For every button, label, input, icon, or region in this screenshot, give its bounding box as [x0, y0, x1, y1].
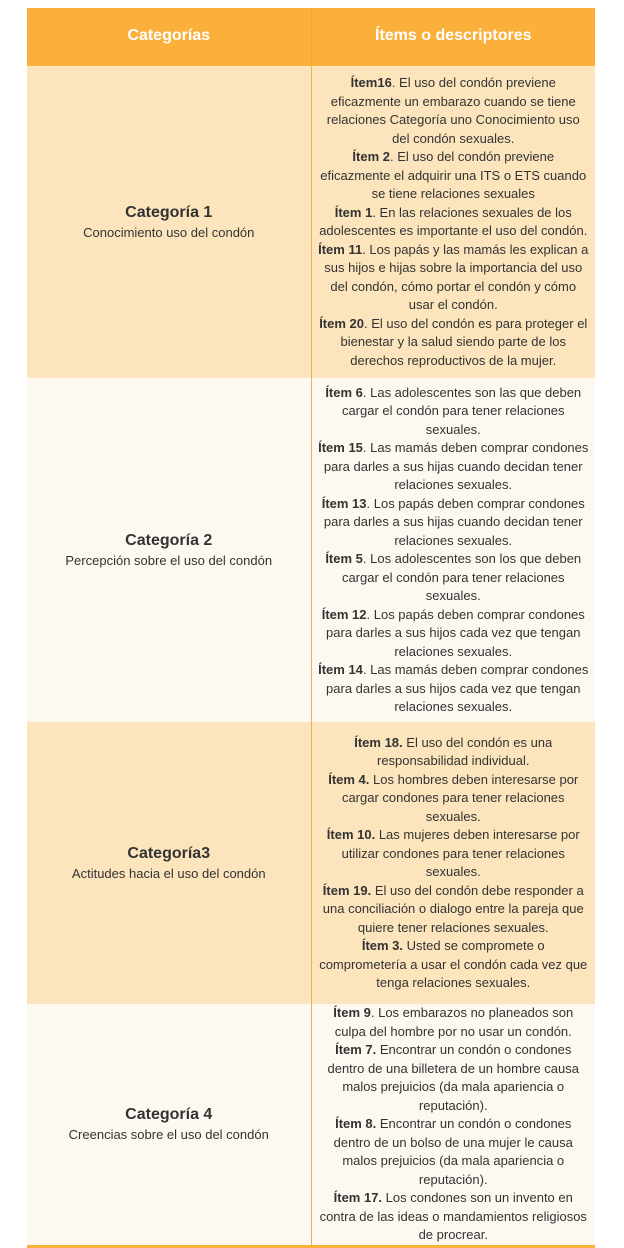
item-text: Las mujeres deben interesarse por utilizar condones para tener relaciones sexuales.: [341, 827, 580, 879]
item-label: Ítem 1: [334, 204, 373, 220]
category-cell: [27, 65, 311, 379]
item-label: Ítem 6: [325, 384, 363, 400]
table-row: [27, 722, 595, 1004]
list-item: [318, 439, 590, 495]
list-item: [318, 1115, 590, 1189]
item-text: Los condones son un invento en contra de las ideas o mandamientos religiosos de procrear.: [319, 1190, 587, 1242]
item-label: Ítem 14: [318, 662, 363, 677]
item-text: Encontrar un condón o condones dentro de un bolso de una mujer le causa malos prejuicios (da mala apariencia o reputación).: [333, 1116, 573, 1187]
list-item: [318, 204, 590, 241]
category-subtitle: Actitudes hacia el uso del condón: [71, 866, 266, 881]
item-text: Usted se compromete o comprometería a usar el condón cada vez que tenga relaciones sexuales.: [319, 938, 588, 990]
item-label: Ítem 12: [321, 606, 367, 622]
item-label: Ítem 18.: [354, 734, 403, 750]
list-item: [318, 1041, 590, 1115]
list-item: [318, 937, 590, 993]
header-items: Ítems o descriptores: [311, 8, 595, 65]
item-label: Ítem 7.: [335, 1042, 377, 1057]
category-subtitle: Conocimiento uso del condón: [83, 225, 255, 240]
list-item: [318, 882, 590, 938]
item-text: . En las relaciones sexuales de los adolescentes es importante el uso del condón.: [319, 204, 588, 238]
categories-table: [27, 8, 595, 1248]
item-label: Ítem 4.: [328, 771, 370, 787]
table-row: [27, 65, 595, 379]
item-label: Ítem 19.: [322, 882, 372, 898]
table-row: [27, 378, 595, 722]
item-label: Ítem16: [350, 75, 392, 90]
item-text: . Los papás deben comprar condones para darles a sus hijas cuando decidan tener relaciones sexuales.: [323, 495, 585, 548]
items-cell: [311, 65, 595, 379]
list-item: [318, 661, 590, 717]
list-item: [318, 1189, 590, 1245]
items-cell: [311, 1004, 595, 1246]
item-text: El uso del condón debe responder a una conciliación o dialogo entre la pareja que quiere tener relaciones sexuales.: [322, 882, 584, 935]
table-row: [27, 1004, 595, 1246]
list-item: [318, 734, 590, 771]
category-cell: [27, 722, 311, 1004]
header-categorias: Categorías: [27, 8, 311, 65]
category-title: Categoría 2: [125, 532, 213, 549]
category-subtitle: Creencias sobre el uso del condón: [68, 1127, 269, 1143]
item-label: Ítem 2: [352, 149, 390, 164]
category-cell: [27, 378, 311, 722]
item-label: Ítem 10.: [326, 827, 376, 842]
category-subtitle: Percepción sobre el uso del condón: [65, 553, 273, 568]
list-item: [318, 241, 590, 315]
item-label: Ítem 3.: [361, 938, 404, 953]
list-item: [318, 1004, 590, 1041]
category-title: Categoría 4: [125, 1106, 213, 1124]
items-cell: [311, 722, 595, 1004]
category-cell: [27, 1004, 311, 1246]
list-item: [318, 826, 590, 882]
list-item: [318, 384, 590, 440]
item-text: . Los adolescentes son los que deben cargar el condón para tener relaciones sexuales.: [341, 551, 582, 603]
item-text: . El uso del condón previene eficazmente un embarazo cuando se tiene relaciones Categoría uno Conocimiento uso del condón sexuales.: [326, 75, 580, 146]
item-label: Ítem 9: [333, 1005, 371, 1020]
item-text: . Los papás deben comprar condones para darles a sus hijos cada vez que tengan relaciones sexuales.: [326, 606, 585, 659]
item-label: Ítem 8.: [335, 1116, 377, 1131]
item-label: Ítem 15: [318, 440, 363, 455]
item-text: . Las mamás deben comprar condones para darles a sus hijas cuando decidan tener relaciones sexuales.: [323, 440, 589, 492]
item-text: . Las adolescentes son las que deben cargar el condón para tener relaciones sexuales.: [341, 384, 582, 437]
items-cell: [311, 378, 595, 722]
item-text: Los hombres deben interesarse por cargar condones para tener relaciones sexuales.: [341, 771, 579, 824]
item-label: Ítem 5: [325, 551, 363, 566]
category-title: Categoría3: [127, 845, 211, 862]
item-text: . Las mamás deben comprar condones para darles a sus hijos cada vez que tengan relaciones sexuales.: [326, 662, 589, 714]
list-item: [318, 606, 590, 662]
item-text: . Los papás y las mamás les explican a sus hijos e hijas sobre la importancia del uso del condón, cómo portar el condón y cómo usar el condón.: [324, 241, 589, 312]
item-text: . Los embarazos no planeados son culpa del hombre por no usar un condón.: [334, 1005, 574, 1039]
list-item: [318, 771, 590, 827]
item-text: Encontrar un condón o condones dentro de una billetera de un hombre causa malos prejuicios (da mala apariencia o reputación).: [327, 1042, 579, 1113]
list-item: [318, 315, 590, 371]
list-item: [318, 495, 590, 551]
item-label: Ítem 11: [318, 241, 363, 257]
list-item: [318, 74, 590, 148]
item-text: El uso del condón es una responsabilidad individual.: [377, 734, 553, 768]
item-text: . El uso del condón es para proteger el bienestar y la salud siendo parte de los derechos reproductivos de la mujer.: [340, 315, 588, 368]
item-label: Ítem 17.: [333, 1190, 383, 1205]
header-row: [27, 8, 595, 65]
item-text: . El uso del condón previene eficazmente el adquirir una ITS o ETS cuando se tiene relaciones sexuales: [320, 149, 587, 201]
list-item: [318, 148, 590, 204]
list-item: [318, 550, 590, 606]
item-label: Ítem 13: [321, 495, 367, 511]
category-title: Categoría 1: [125, 204, 213, 221]
item-label: Ítem 20: [319, 315, 364, 331]
